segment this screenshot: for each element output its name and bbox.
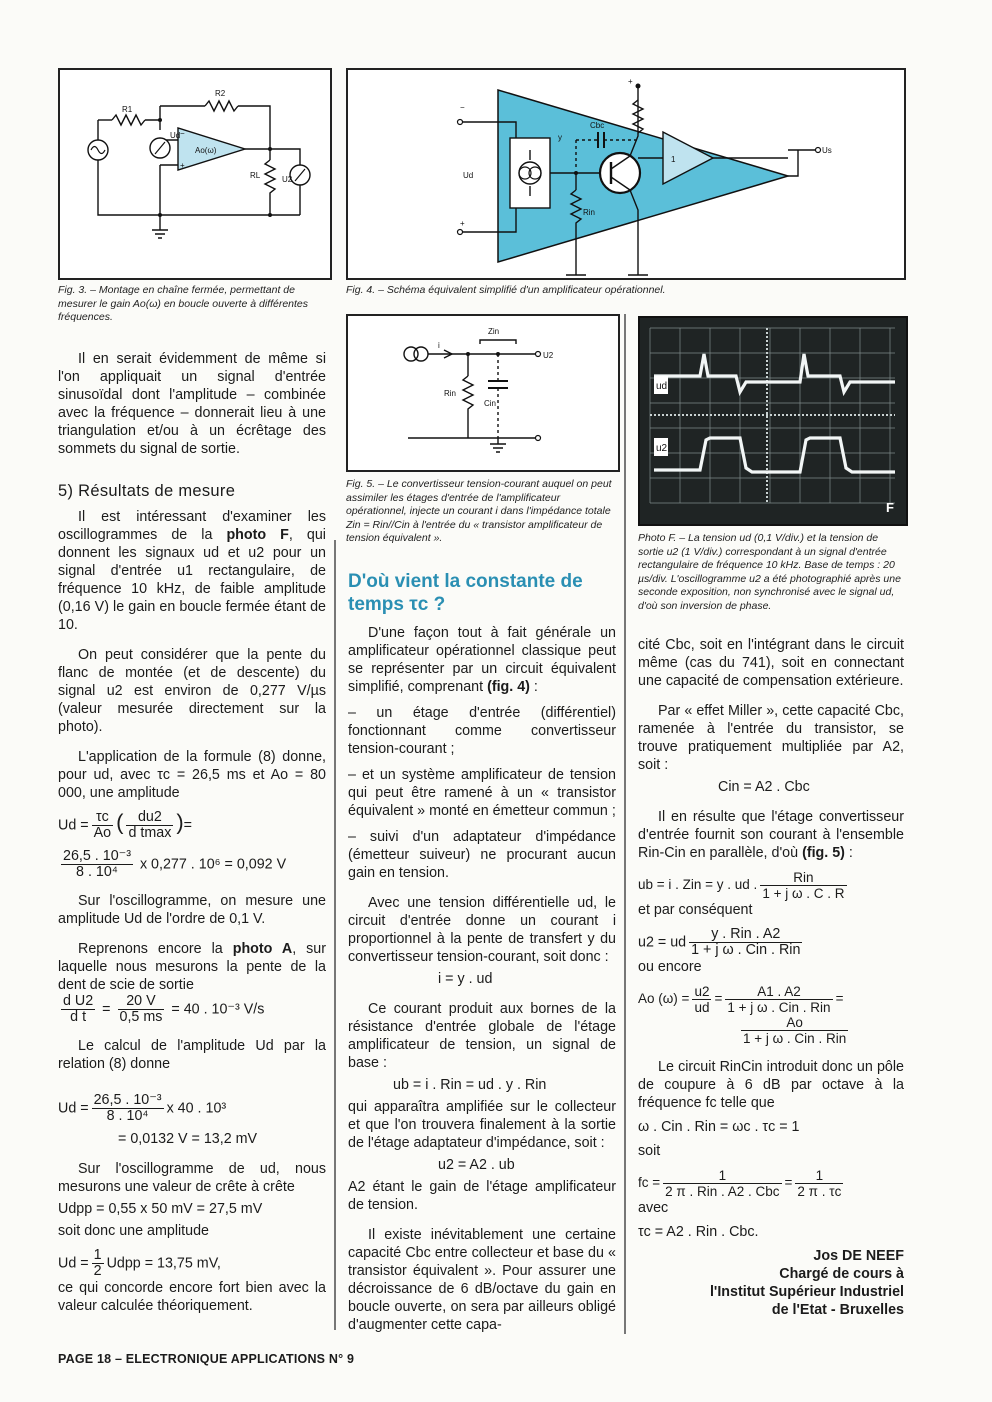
- col3-para-4: et par conséquent: [638, 902, 753, 918]
- col2-heading: D'où vient la constante de temps τc ?: [348, 571, 583, 615]
- fig5-label-rin: Rin: [444, 389, 457, 398]
- col2-equation-i: i = y . ud: [438, 971, 493, 987]
- column-3: [638, 636, 904, 1319]
- col2-para-1: D'une façon tout à fait générale un amplificateur opérationnel classique peut se représenter par un circuit équivalent simplifié, comprenant (fig. 4) :: [348, 625, 616, 695]
- column-rule-left: [334, 540, 336, 1330]
- col2-para-6: Il existe inévitablement une certaine capacité Cbc entre collecteur et base du « transistor équivalent ». Pour assurer une décroissance de 6 dB/octave du gain en boucle ouverte, on sera par ailleurs obligé d'augmenter cette capa-: [348, 1227, 616, 1333]
- fig4-caption: Fig. 4. – Schéma équivalent simplifié d'un amplificateur opérationnel.: [346, 284, 666, 296]
- fig3-label-r1: R1: [122, 105, 133, 114]
- author-title-1: Chargé de cours à: [779, 1266, 904, 1282]
- col3-para-3: Il en résulte que l'étage convertisseur d'entrée fournit son courant à l'ensemble Rin-Cin en parallèle, d'où (fig. 5) :: [638, 809, 904, 861]
- col1-para-1: Il en serait évidemment de même si l'on appliquait un signal d'entrée sinusoïdal dont l'amplitude – combinée avec la fréquence – donnerait lieu à une triangulation et/ou à un écrêtage des sommets du signal de sortie.: [58, 351, 326, 457]
- col1-equation-2: $\frac{\text{26,5 . 10⁻³}}{\text{8 . 10⁴}}$ x 0,277 . 10⁶ = 0,092 V: [63, 848, 287, 880]
- fig5-circuit: [348, 316, 618, 470]
- fig5-box: [346, 314, 620, 472]
- col1-equation-5: Udpp = 0,55 x 50 mV = 27,5 mV: [58, 1201, 263, 1217]
- column-1: [58, 350, 326, 1315]
- fig4-label-one: 1: [671, 155, 676, 164]
- col3-para-7: soit: [638, 1143, 661, 1159]
- col2-list-item-2: – et un système amplificateur de tension qui peut être ramené à un « transistor équivalent » monté en émetteur commun ;: [348, 767, 616, 819]
- fig5-caption: Fig. 5. – Le convertisseur tension-courant auquel on peut assimiler les étages d'entrée de l'amplificateur opérationnel, injecte un courant i dans l'impédance totale Zin = Rin//Cin à l'entrée du « transistor amplificateur de tension équivalent ».: [346, 478, 612, 544]
- fig3-label-r2: R2: [215, 89, 226, 98]
- fig5-label-u2: U2: [543, 351, 554, 360]
- col3-equation-w: ω . Cin . Rin = ωc . τc = 1: [638, 1119, 800, 1135]
- fig3-label-ao: Ao(ω): [195, 146, 217, 155]
- fig3-label-minus: −: [180, 129, 185, 138]
- fig4-label-us: Us: [822, 146, 832, 155]
- fig4-label-ud: Ud: [463, 171, 474, 180]
- fig3-label-rl: RL: [250, 171, 261, 180]
- col1-para-6: Reprenons encore la photo A, sur laquelle nous mesurons la pente de la dent de scie de sortie: [58, 941, 326, 993]
- col3-equation-cin: Cin = A2 . Cbc: [718, 779, 810, 795]
- col2-equation-ub: ub = i . Rin = ud . y . Rin: [393, 1077, 547, 1093]
- fig4-box: [346, 68, 906, 280]
- fig3-circuit: [60, 70, 330, 278]
- fig3-box: [58, 68, 332, 280]
- fig4-label-plus-top: +: [628, 77, 633, 86]
- column-rule-right: [624, 314, 626, 1334]
- fig4-label-plus: +: [460, 219, 465, 228]
- col3-para-1: cité Cbc, soit en l'intégrant dans le circuit même (cas du 741), soit en connectant une capacité de compensation extérieure.: [638, 637, 904, 689]
- fig3-label-u2: U2: [282, 175, 293, 184]
- col2-para-4: qui apparaîtra amplifiée sur le collecteur et que l'on trouvera finalement à la sortie de l'étage adaptateur d'impédance, soit :: [348, 1099, 616, 1151]
- col3-equation-ao-2: $\frac{Ao}{\text{1 + j ω . Cin . Rin}}$: [743, 1015, 847, 1046]
- fig4-circuit: [348, 70, 904, 278]
- fig5-label-zin: Zin: [488, 327, 500, 336]
- col1-para-3: On peut considérer que la pente du flanc de montée (et de descente) du signal u2 est environ de 0,277 V/µs (valeur mesurée directement sur la photo).: [58, 647, 326, 735]
- col1-equation-4: Ud = $\frac{\text{26,5 . 10⁻³}}{\text{8 . 10⁴}}$ x 40 . 10³: [58, 1092, 227, 1124]
- col1-para-2: Il est intéressant d'examiner les oscillogrammes de la photo F, qui donnent les signaux ud et u2 pour un signal d'entrée u1 rectangulaire, de fréquence 10 kHz, de faible amplitude (0,16 V) le gain en boucle fermée étant de 10.: [58, 509, 326, 633]
- col1-equation-4b: = 0,0132 V = 13,2 mV: [118, 1131, 258, 1147]
- col1-para-7: Le calcul de l'amplitude Ud par la relation (8) donne: [58, 1038, 326, 1072]
- col1-equation-6: Ud = $\frac{1}{2}$ Udpp = 13,75 mV,: [58, 1247, 221, 1279]
- fig4-label-minus: −: [460, 103, 465, 112]
- col1-equation-3: $\frac{\text{d U2}}{\text{d t}}$ = $\frac{20 V}{0,5 ms}$ = 40 . 10⁻³ V/s: [63, 993, 265, 1025]
- col3-equation-fc: fc = $\frac{1}{\text{2 π . Rin . A2 . Cbc}}$ = $\frac{1}{2 \pi . \tau c}$: [638, 1168, 842, 1199]
- col3-equation-tc: τc = A2 . Rin . Cbc.: [638, 1224, 759, 1240]
- photo-f-label-u2: u2: [656, 443, 668, 454]
- col2-equation-u2: u2 = A2 . ub: [438, 1157, 515, 1173]
- author-title-2: l'Institut Supérieur Industriel: [709, 1284, 904, 1300]
- fig5-label-i: i: [438, 341, 440, 350]
- col2-para-5: A2 étant le gain de l'étage amplificateur de tension.: [348, 1179, 616, 1213]
- oscillogram: [640, 318, 906, 524]
- author-title-3: de l'Etat - Bruxelles: [771, 1302, 904, 1318]
- fig5-label-cin: Cin: [484, 399, 497, 408]
- fig4-label-cbc: Cbc: [590, 121, 605, 130]
- photo-f-caption: Photo F. – La tension ud (0,1 V/div.) et la tension de sortie u2 (1 V/div.) correspondant à un signal d'entrée rectangulaire de fréquence 10 kHz. Base de temps : 20 µs/div. L'oscillogramme u2 a été photographié après une seconde exposition, non synchronisé avec le signal ud, d'où son inversion de phase.: [638, 532, 901, 612]
- col1-equation-1: Ud = $\frac{\tau c}{Ao}$ ( $\frac{du2}{\text{d tmax}}$ )=: [58, 809, 193, 841]
- fig4-label-rin: Rin: [583, 208, 596, 217]
- author-name: Jos DE NEEF: [813, 1248, 904, 1264]
- col1-para-4: L'application de la formule (8) donne, pour ud, avec τc = 26,5 ms et Ao = 80 000, une amplitude: [58, 749, 326, 801]
- col2-para-2: Avec une tension différentielle ud, le circuit d'entrée donne un courant i proportionnel à la pente de transfert y du convertisseur tension-courant, soit donc :: [348, 895, 616, 965]
- page-footer: PAGE 18 – ELECTRONIQUE APPLICATIONS N° 9: [58, 1352, 355, 1366]
- col1-heading-results: 5) Résultats de mesure: [58, 482, 236, 500]
- col3-para-8: avec: [638, 1200, 669, 1216]
- col3-para-6: Le circuit RinCin introduit donc un pôle de coupure à 6 dB par octave à la fréquence fc telle que: [638, 1059, 904, 1111]
- col3-equation-ao: Ao (ω) = $\frac{u2}{ud}$ = $\frac{A1 . A2}{\text{1 + j ω . Cin . Rin}}$ =: [638, 984, 844, 1015]
- col3-para-5: ou encore: [638, 959, 702, 975]
- fig4-label-y: y: [558, 133, 562, 142]
- col3-equation-u2: u2 = ud $\frac{\text{y . Rin . A2}}{\text{1 + j ω . Cin . Rin}}$: [638, 926, 801, 958]
- fig3-caption: Fig. 3. – Montage en chaîne fermée, permettant de mesurer le gain Ao(ω) en boucle ouverte à différentes fréquences.: [58, 284, 309, 323]
- col3-para-2: Par « effet Miller », cette capacité Cbc, ramenée à l'entrée du transistor, se trouve pratiquement multipliée par A2, soit :: [638, 703, 904, 773]
- col2-list-item-3: – suivi d'un adaptateur d'impédance (émetteur suiveur) ne procurant aucun gain en tension.: [348, 829, 616, 881]
- fig3-label-plus: +: [180, 161, 185, 170]
- col2-list-item-1: – un étage d'entrée (différentiel) fonctionnant comme convertisseur tension-courant ;: [348, 705, 616, 757]
- column-2: [348, 570, 616, 1334]
- col1-para-10: ce qui concorde encore fort bien avec la valeur calculée théoriquement.: [58, 1280, 326, 1314]
- col1-para-9: soit donc une amplitude: [58, 1223, 210, 1239]
- col1-para-8: Sur l'oscillogramme de ud, nous mesurons une valeur de crête à crête: [58, 1161, 326, 1195]
- photo-f-label-ud: ud: [656, 381, 668, 392]
- fig3-label-ud: Ud: [170, 131, 181, 140]
- col3-equation-ub: ub = i . Zin = y . ud . $\frac{\text{Rin}}{\text{1 + j ω . C . R}}$: [638, 870, 845, 901]
- photo-f-label-letter: F: [886, 500, 894, 515]
- col1-para-5: Sur l'oscillogramme, on mesure une amplitude Ud de l'ordre de 0,1 V.: [58, 893, 326, 927]
- photo-f: [638, 316, 908, 526]
- col2-para-3: Ce courant produit aux bornes de la résistance d'entrée globale de l'étage amplificateur de tension, un signal de base :: [348, 1001, 616, 1071]
